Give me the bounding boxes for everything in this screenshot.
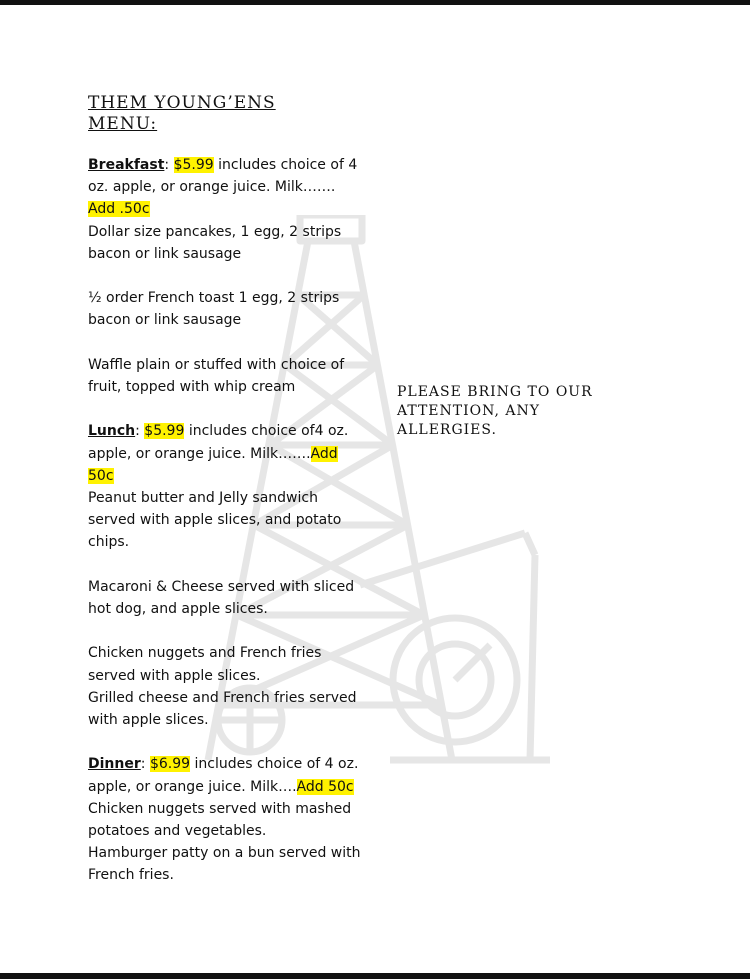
lunch-milk-add: Add 50c [88, 445, 338, 484]
dinner-item: Hamburger patty on a bun served with French fries. [88, 845, 361, 884]
dinner-milk-add: Add 50c [296, 778, 354, 795]
breakfast-description: includes choice of 4 oz. apple, or orange juice. Milk……. [88, 157, 358, 196]
breakfast-label: Breakfast [88, 157, 165, 173]
top-border [0, 0, 750, 5]
dinner-item: Chicken nuggets served with mashed potatoes and vegetables. [88, 800, 352, 839]
breakfast-price: $5.99 [173, 157, 214, 173]
breakfast-header-line: Breakfast: $5.99 includes choice of 4 oz. apple, or orange juice. Milk……. Add .50c [88, 157, 358, 218]
lunch-price: $5.99 [144, 423, 185, 440]
breakfast-item: Waffle plain or stuffed with choice of fruit, topped with whip cream [88, 356, 345, 395]
breakfast-milk-add: Add .50c [88, 201, 150, 218]
lunch-label: Lunch [88, 423, 136, 440]
dinner-header-line: Dinner: $6.99 includes choice of 4 oz. apple, or orange juice. Milk….Add 50c [88, 756, 359, 795]
dinner-description: includes choice of 4 oz. apple, or orange juice. Milk…. [88, 756, 359, 795]
lunch-item: Chicken nuggets and French fries served with apple slices. [88, 645, 322, 684]
allergy-notice: PLEASE BRING TO OUR ATTENTION, ANY ALLERGIES. [397, 384, 593, 438]
lunch-item: Macaroni & Cheese served with sliced hot dog, and apple slices. [88, 578, 355, 617]
lunch-header-line: Lunch: $5.99 includes choice of4 oz. apple, or orange juice. Milk…….Add 50c [88, 423, 349, 484]
dinner-label: Dinner [88, 756, 141, 773]
lunch-description: includes choice of4 oz. apple, or orange juice. Milk……. [88, 423, 349, 462]
bottom-border [0, 973, 750, 979]
breakfast-item: ½ order French toast 1 egg, 2 strips bacon or link sausage [88, 290, 340, 329]
dinner-price: $6.99 [149, 756, 191, 773]
lunch-item: Grilled cheese and French fries served with apple slices. [88, 689, 357, 728]
menu-title: THEM YOUNG’ENS MENU: [88, 93, 276, 134]
breakfast-item: Dollar size pancakes, 1 egg, 2 strips bacon or link sausage [88, 223, 342, 262]
menu-column [88, 154, 363, 887]
lunch-item: Peanut butter and Jelly sandwich served with apple slices, and potato chips. [88, 490, 342, 551]
